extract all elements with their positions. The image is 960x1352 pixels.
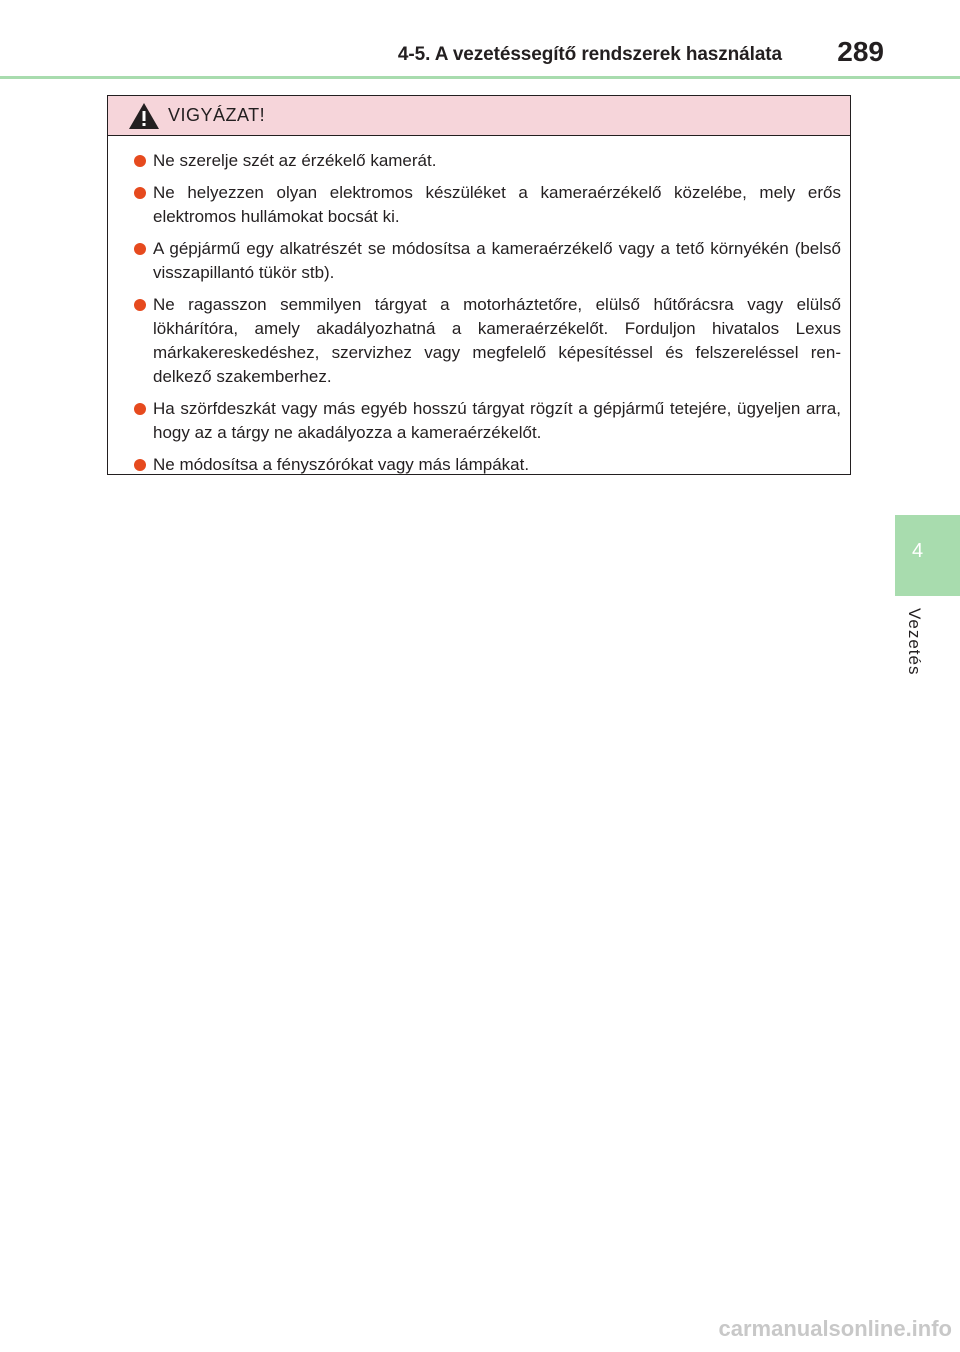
bullet-icon xyxy=(134,459,146,471)
bullet-icon xyxy=(134,155,146,167)
warning-item-text: Ne módosítsa a fényszórókat vagy más lámpákat. xyxy=(153,455,530,474)
warning-item xyxy=(134,149,841,173)
bullet-icon xyxy=(134,299,146,311)
chapter-number: 4 xyxy=(911,540,924,562)
warning-item xyxy=(134,453,841,477)
watermark: carmanualsonline.info xyxy=(718,1316,952,1341)
warning-list xyxy=(108,136,850,477)
warning-item xyxy=(134,293,841,389)
warning-triangle-icon xyxy=(128,102,160,130)
header-rule xyxy=(0,76,960,79)
warning-item xyxy=(134,397,841,445)
warning-item xyxy=(134,181,841,229)
warning-item-text: Ha szörfdeszkát vagy más egyéb hosszú tárgyat rögzít a gépjármű tetejére, ügyeljen arra, hogy az a tárgy ne akadályozza a kameraérzékelőt. xyxy=(153,399,841,442)
bullet-icon xyxy=(134,243,146,255)
warning-box xyxy=(107,95,851,475)
page-number: 289 xyxy=(837,36,884,67)
warning-item-text: Ne ragasszon semmilyen tárgyat a motorháztetőre, elülső hűtőrácsra vagy elülső lökhárítóra, amely akadályozhatná a kameraérzékelőt. Forduljon hivatalos Lexus márkakereskedéshez, szervizhez vagy megfelelő képesítéssel és felszereléssel ren-delkező szakemberhez. xyxy=(153,295,841,386)
section-title: 4-5. A vezetéssegítő rendszerek használata xyxy=(397,44,782,65)
warning-label: VIGYÁZAT! xyxy=(168,105,266,125)
bullet-icon xyxy=(134,403,146,415)
warning-item-text: Ne helyezzen olyan elektromos készüléket a kameraérzékelő közelébe, mely erős elektromos hullámokat bocsát ki. xyxy=(153,183,841,226)
chapter-name: Vezetés xyxy=(905,608,924,676)
warning-header xyxy=(108,96,850,136)
warning-item-text: A gépjármű egy alkatrészét se módosítsa a kameraérzékelő vagy a tető környékén (belső visszapillantó tükör stb). xyxy=(153,239,841,282)
bullet-icon xyxy=(134,187,146,199)
warning-item-text: Ne szerelje szét az érzékelő kamerát. xyxy=(153,151,437,170)
warning-item xyxy=(134,237,841,285)
